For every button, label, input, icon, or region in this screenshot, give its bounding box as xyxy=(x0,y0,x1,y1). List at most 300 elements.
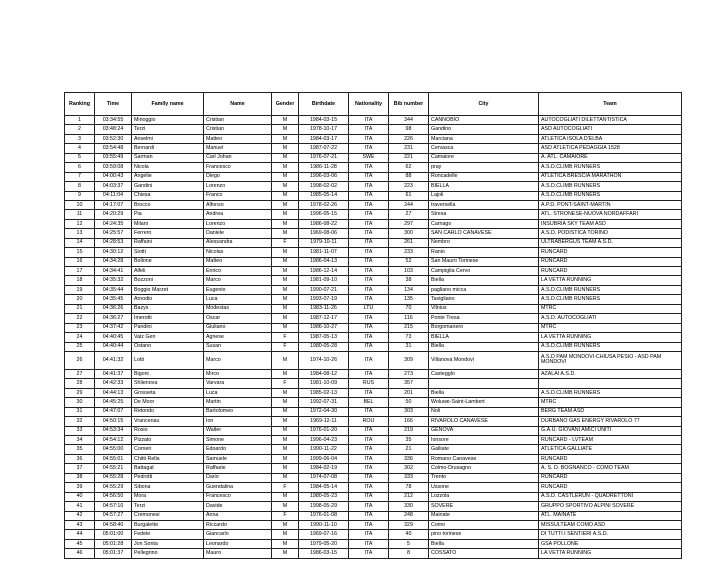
cell-birthdate: 1985-02-13 xyxy=(299,388,349,397)
cell-time: 04:35:45 xyxy=(95,295,132,304)
cell-city: pino torinese xyxy=(429,530,539,539)
cell-family-name: Chiesa xyxy=(132,191,204,200)
table-row xyxy=(65,248,682,257)
table-row xyxy=(65,502,682,511)
cell-bib-number: 303 xyxy=(389,407,429,416)
cell-city: traversella xyxy=(429,200,539,209)
cell-name: Francesco xyxy=(204,163,272,172)
cell-time: 04:58:40 xyxy=(95,520,132,529)
cell-nationality: ITA xyxy=(349,285,389,294)
header-nationality: Nationality xyxy=(349,93,389,116)
cell-gender: M xyxy=(272,436,299,445)
cell-name: Nicolas xyxy=(204,248,272,257)
header-ranking: Ranking xyxy=(65,93,95,116)
cell-team: A.S.D.CLIMB RUNNERS xyxy=(539,182,682,191)
cell-ranking: 40 xyxy=(65,492,95,501)
cell-city: Roncadelle xyxy=(429,172,539,181)
cell-gender: M xyxy=(272,351,299,369)
cell-city: SAN CARLO CANAVESE xyxy=(429,229,539,238)
cell-nationality: ITA xyxy=(349,229,389,238)
cell-team: A.S.D.CLIMB RUNNERS xyxy=(539,342,682,351)
cell-team: A.S.D.CLIMB RUNNERS xyxy=(539,285,682,294)
cell-team: ASD AUTOCOGLIATI xyxy=(539,125,682,134)
cell-team: RUNCARD xyxy=(539,483,682,492)
cell-nationality: ITA xyxy=(349,492,389,501)
cell-city: BIELLA xyxy=(429,333,539,342)
cell-bib-number: 333 xyxy=(389,473,429,482)
cell-nationality: ITA xyxy=(349,210,389,219)
cell-birthdate: 1990-07-21 xyxy=(299,285,349,294)
cell-bib-number: 212 xyxy=(389,492,429,501)
cell-city: Mainate xyxy=(429,511,539,520)
cell-birthdate: 1984-02-19 xyxy=(299,464,349,473)
cell-bib-number: 329 xyxy=(389,520,429,529)
cell-family-name: Grosseta xyxy=(132,388,204,397)
cell-nationality: ITA xyxy=(349,295,389,304)
cell-city: Galliate xyxy=(429,445,539,454)
table-row xyxy=(65,464,682,473)
cell-nationality: ITA xyxy=(349,454,389,463)
cell-ranking: 5 xyxy=(65,153,95,162)
cell-birthdate: 1981-10-09 xyxy=(299,379,349,388)
cell-team: RUNCARD xyxy=(539,267,682,276)
cell-time: 04:40:44 xyxy=(95,342,132,351)
cell-family-name: Sarman xyxy=(132,153,204,162)
cell-name: Davide xyxy=(204,502,272,511)
cell-name: Lorenzo xyxy=(204,182,272,191)
cell-team: ASD ATLETICA PEDAGGIA 1528 xyxy=(539,144,682,153)
cell-time: 04:53:34 xyxy=(95,426,132,435)
cell-city: San Mauro Torinese xyxy=(429,257,539,266)
cell-team: AZALAI A.S.D. xyxy=(539,369,682,378)
cell-bib-number: 309 xyxy=(389,351,429,369)
cell-city: Noli xyxy=(429,407,539,416)
cell-gender: M xyxy=(272,314,299,323)
cell-bib-number: 103 xyxy=(389,267,429,276)
cell-name: Luca xyxy=(204,295,272,304)
cell-name: Ion xyxy=(204,417,272,426)
cell-city: Castegglo xyxy=(429,369,539,378)
cell-name: Bartolomeo xyxy=(204,407,272,416)
cell-name: Lorenzo xyxy=(204,219,272,228)
cell-ranking: 20 xyxy=(65,295,95,304)
cell-nationality: ITA xyxy=(349,530,389,539)
cell-time: 04:25:57 xyxy=(95,229,132,238)
cell-time: 04:42:33 xyxy=(95,379,132,388)
cell-family-name: Pedrotti xyxy=(132,473,204,482)
cell-team: MISSULTEAM COMO ASD xyxy=(539,520,682,529)
header-bib-number: Bib number xyxy=(389,93,429,116)
cell-nationality: ITA xyxy=(349,125,389,134)
cell-gender: F xyxy=(272,342,299,351)
cell-ranking: 32 xyxy=(65,417,95,426)
cell-name: Dario xyxy=(204,473,272,482)
cell-bib-number: 50 xyxy=(389,398,429,407)
table-row xyxy=(65,483,682,492)
cell-team: ATL. STRONESE-NUOVA NORDAFFARI xyxy=(539,210,682,219)
cell-team: RUNCARD xyxy=(539,473,682,482)
cell-name: Riccardo xyxy=(204,520,272,529)
cell-family-name: Pandini xyxy=(132,323,204,332)
cell-time: 04:17:07 xyxy=(95,200,132,209)
cell-gender: M xyxy=(272,464,299,473)
cell-time: 04:36:26 xyxy=(95,304,132,313)
cell-birthdate: 1998-02-02 xyxy=(299,182,349,191)
cell-city: Biella xyxy=(429,388,539,397)
cell-ranking: 43 xyxy=(65,520,95,529)
cell-team: A.S.D. PODISTICA TORINO xyxy=(539,229,682,238)
cell-name: Luca xyxy=(204,388,272,397)
cell-name: Enrico xyxy=(204,267,272,276)
cell-gender: M xyxy=(272,295,299,304)
cell-ranking: 39 xyxy=(65,483,95,492)
cell-city: Campiglia Cervo xyxy=(429,267,539,276)
cell-ranking: 13 xyxy=(65,229,95,238)
table-row xyxy=(65,295,682,304)
cell-bib-number: 336 xyxy=(389,454,429,463)
cell-team: A.S.D PAM MONDOVI-CHIUSA PESIO - ASD PAM MONDOVI xyxy=(539,351,682,369)
cell-time: 04:34:28 xyxy=(95,257,132,266)
cell-gender: M xyxy=(272,426,299,435)
cell-nationality: ITA xyxy=(349,351,389,369)
table-row xyxy=(65,163,682,172)
cell-bib-number: 38 xyxy=(389,276,429,285)
cell-gender: M xyxy=(272,116,299,125)
cell-time: 03:55:49 xyxy=(95,153,132,162)
cell-team: A.S.D. AUTOCOGLIATI xyxy=(539,314,682,323)
cell-city: Como xyxy=(429,520,539,529)
cell-time: 04:03:37 xyxy=(95,182,132,191)
cell-team: MTRC xyxy=(539,304,682,313)
cell-family-name: Gandini xyxy=(132,182,204,191)
cell-gender: M xyxy=(272,144,299,153)
cell-bib-number: 231 xyxy=(389,144,429,153)
cell-team: A.P.D. PONT-SAINT-MARTIN xyxy=(539,200,682,209)
cell-team: LA VETTA RUNNING xyxy=(539,549,682,558)
cell-family-name: Bazys xyxy=(132,304,204,313)
cell-time: 04:11:04 xyxy=(95,191,132,200)
cell-nationality: ITA xyxy=(349,144,389,153)
table-row xyxy=(65,549,682,558)
cell-gender: M xyxy=(272,502,299,511)
cell-nationality: ITA xyxy=(349,172,389,181)
cell-time: 03:52:30 xyxy=(95,134,132,143)
cell-family-name: Bernardi xyxy=(132,144,204,153)
cell-city: Colmo-Drusagno xyxy=(429,464,539,473)
cell-team: A.S.D.CLIMB RUNNERS xyxy=(539,191,682,200)
cell-time: 04:44:13 xyxy=(95,388,132,397)
cell-city: Ionsore xyxy=(429,436,539,445)
table-row xyxy=(65,257,682,266)
cell-family-name: Angelie xyxy=(132,172,204,181)
table-row xyxy=(65,539,682,548)
cell-time: 04:41:32 xyxy=(95,351,132,369)
cell-gender: M xyxy=(272,530,299,539)
cell-nationality: ITA xyxy=(349,323,389,332)
cell-nationality: ITA xyxy=(349,248,389,257)
cell-nationality: ITA xyxy=(349,219,389,228)
results-sheet xyxy=(64,92,682,559)
cell-name: Francesco xyxy=(204,492,272,501)
cell-time: 03:59:08 xyxy=(95,163,132,172)
cell-city: SOVERE xyxy=(429,502,539,511)
cell-birthdate: 1976-01-08 xyxy=(299,511,349,520)
cell-nationality: ITA xyxy=(349,426,389,435)
cell-nationality: ITA xyxy=(349,276,389,285)
cell-family-name: Raffaini xyxy=(132,238,204,247)
cell-family-name: Siotti xyxy=(132,248,204,257)
table-row xyxy=(65,369,682,378)
cell-nationality: ROU xyxy=(349,417,389,426)
cell-city: pagliano micca xyxy=(429,285,539,294)
cell-bib-number: 21 xyxy=(389,445,429,454)
cell-birthdate: 1986-12-14 xyxy=(299,267,349,276)
cell-city xyxy=(429,379,539,388)
cell-nationality: ITA xyxy=(349,549,389,558)
cell-ranking: 18 xyxy=(65,276,95,285)
cell-family-name: Pellegrino xyxy=(132,549,204,558)
header-time: Time xyxy=(95,93,132,116)
cell-city: Villanova Mondovi xyxy=(429,351,539,369)
cell-team: BERG TEAM ASD xyxy=(539,407,682,416)
cell-team: LA VETTA RUNNING xyxy=(539,333,682,342)
cell-ranking: 19 xyxy=(65,285,95,294)
cell-time: 04:55:01 xyxy=(95,454,132,463)
cell-family-name: Terzi xyxy=(132,125,204,134)
table-row xyxy=(65,511,682,520)
cell-birthdate: 1990-11-10 xyxy=(299,520,349,529)
cell-name: Marco xyxy=(204,351,272,369)
cell-birthdate: 1996-03-06 xyxy=(299,172,349,181)
header-team: Team xyxy=(539,93,682,116)
cell-name: Agnese xyxy=(204,333,272,342)
cell-time: 04:55:29 xyxy=(95,483,132,492)
cell-family-name: Shlienova xyxy=(132,379,204,388)
cell-bib-number: 300 xyxy=(389,229,429,238)
cell-ranking: 27 xyxy=(65,369,95,378)
cell-time: 03:48:24 xyxy=(95,125,132,134)
cell-family-name: Rosio xyxy=(132,426,204,435)
cell-ranking: 16 xyxy=(65,257,95,266)
cell-birthdate: 1979-05-20 xyxy=(299,539,349,548)
cell-time: 04:55:28 xyxy=(95,473,132,482)
cell-ranking: 37 xyxy=(65,464,95,473)
cell-name: Daniele xyxy=(204,229,272,238)
cell-ranking: 30 xyxy=(65,398,95,407)
table-row xyxy=(65,267,682,276)
cell-family-name: Bollone xyxy=(132,257,204,266)
cell-city: Biella xyxy=(429,276,539,285)
cell-gender: F xyxy=(272,379,299,388)
cell-gender: M xyxy=(272,388,299,397)
cell-ranking: 7 xyxy=(65,172,95,181)
cell-name: Cristian xyxy=(204,116,272,125)
header-birthdate: Birthdate xyxy=(299,93,349,116)
cell-time: 04:35:32 xyxy=(95,276,132,285)
cell-birthdate: 1987-12-17 xyxy=(299,314,349,323)
cell-bib-number: 27 xyxy=(389,210,429,219)
cell-time: 04:54:12 xyxy=(95,436,132,445)
cell-family-name: Sibona xyxy=(132,483,204,492)
cell-nationality: ITA xyxy=(349,388,389,397)
table-row xyxy=(65,144,682,153)
cell-birthdate: 1987-05-13 xyxy=(299,333,349,342)
cell-family-name: Brocco xyxy=(132,200,204,209)
cell-ranking: 28 xyxy=(65,379,95,388)
cell-bib-number: 219 xyxy=(389,426,429,435)
cell-birthdate: 1987-07-22 xyxy=(299,144,349,153)
table-row xyxy=(65,426,682,435)
cell-city: Vilnius xyxy=(429,304,539,313)
header-city: City xyxy=(429,93,539,116)
cell-gender: M xyxy=(272,369,299,378)
cell-team: DI TUTTI I SENTIERI A.S.D. xyxy=(539,530,682,539)
cell-bib-number: 302 xyxy=(389,464,429,473)
table-row xyxy=(65,134,682,143)
cell-city: Stresa xyxy=(429,210,539,219)
cell-time: 04:55:21 xyxy=(95,464,132,473)
header-name: Name xyxy=(204,93,272,116)
cell-team xyxy=(539,379,682,388)
cell-ranking: 34 xyxy=(65,436,95,445)
cell-family-name: Bigoni xyxy=(132,369,204,378)
cell-ranking: 46 xyxy=(65,549,95,558)
cell-team: G.A.U. GIOVANI AMICI UNITI xyxy=(539,426,682,435)
cell-birthdate: 1980-05-23 xyxy=(299,492,349,501)
cell-ranking: 17 xyxy=(65,267,95,276)
cell-city: Camaiore xyxy=(429,153,539,162)
cell-ranking: 9 xyxy=(65,191,95,200)
cell-time: 04:50:15 xyxy=(95,417,132,426)
cell-team: RUNCARD xyxy=(539,257,682,266)
cell-name: Varvara xyxy=(204,379,272,388)
cell-birthdate: 1986-11-28 xyxy=(299,163,349,172)
cell-nationality: ITA xyxy=(349,445,389,454)
cell-time: 04:24:35 xyxy=(95,219,132,228)
cell-birthdate: 1986-03-15 xyxy=(299,549,349,558)
cell-family-name: Ferrero xyxy=(132,229,204,238)
cell-name: Franco xyxy=(204,191,272,200)
cell-family-name: Alfeli xyxy=(132,267,204,276)
cell-team: GSA POLLONE xyxy=(539,539,682,548)
table-row xyxy=(65,492,682,501)
cell-birthdate: 1999-06-04 xyxy=(299,454,349,463)
cell-ranking: 41 xyxy=(65,502,95,511)
cell-city: Borgomanero xyxy=(429,323,539,332)
cell-name: Leonardo xyxy=(204,539,272,548)
cell-gender: M xyxy=(272,285,299,294)
cell-bib-number: 357 xyxy=(389,379,429,388)
cell-team: LA VETTA RUNNING xyxy=(539,276,682,285)
cell-name: Walter xyxy=(204,426,272,435)
cell-city: GENOVA xyxy=(429,426,539,435)
cell-gender: M xyxy=(272,323,299,332)
cell-bib-number: 35 xyxy=(389,436,429,445)
cell-name: Guendalina xyxy=(204,483,272,492)
cell-city: Trento xyxy=(429,473,539,482)
cell-family-name: Nicola xyxy=(132,163,204,172)
cell-birthdate: 1981-11-07 xyxy=(299,248,349,257)
cell-ranking: 31 xyxy=(65,407,95,416)
cell-bib-number: 273 xyxy=(389,369,429,378)
cell-nationality: ITA xyxy=(349,520,389,529)
cell-bib-number: 70 xyxy=(389,304,429,313)
table-row xyxy=(65,351,682,369)
cell-name: Marco xyxy=(204,276,272,285)
cell-ranking: 42 xyxy=(65,511,95,520)
cell-team: ATLETICA GALLIATE xyxy=(539,445,682,454)
cell-time: 03:34:55 xyxy=(95,116,132,125)
cell-nationality: ITA xyxy=(349,511,389,520)
cell-city: BIELLA xyxy=(429,182,539,191)
cell-ranking: 21 xyxy=(65,304,95,313)
table-row xyxy=(65,323,682,332)
cell-bib-number: 215 xyxy=(389,323,429,332)
cell-time: 05:01:28 xyxy=(95,539,132,548)
cell-team: RUNCARD xyxy=(539,248,682,257)
cell-team: RUNCARD xyxy=(539,454,682,463)
cell-ranking: 10 xyxy=(65,200,95,209)
cell-bib-number: 226 xyxy=(389,134,429,143)
cell-gender: M xyxy=(272,182,299,191)
cell-family-name: Fedele xyxy=(132,530,204,539)
cell-ranking: 11 xyxy=(65,210,95,219)
cell-family-name: Arnodio xyxy=(132,295,204,304)
cell-time: 04:36:27 xyxy=(95,314,132,323)
cell-ranking: 38 xyxy=(65,473,95,482)
cell-family-name: Milani xyxy=(132,219,204,228)
cell-nationality: ITA xyxy=(349,407,389,416)
cell-ranking: 3 xyxy=(65,134,95,143)
cell-ranking: 23 xyxy=(65,323,95,332)
cell-family-name: Valz Gen xyxy=(132,333,204,342)
cell-ranking: 1 xyxy=(65,116,95,125)
cell-bib-number: 78 xyxy=(389,483,429,492)
cell-family-name: Minoggio xyxy=(132,116,204,125)
cell-bib-number: 344 xyxy=(389,116,429,125)
cell-birthdate: 1990-11-22 xyxy=(299,445,349,454)
cell-city: Nembro xyxy=(429,238,539,247)
cell-nationality: ITA xyxy=(349,163,389,172)
cell-name: Manuel xyxy=(204,144,272,153)
cell-name: Matteo xyxy=(204,134,272,143)
cell-city: Marciana xyxy=(429,134,539,143)
cell-nationality: ITA xyxy=(349,539,389,548)
cell-bib-number: 40 xyxy=(389,530,429,539)
cell-birthdate: 1986-04-13 xyxy=(299,257,349,266)
cell-birthdate: 1992-07-31 xyxy=(299,398,349,407)
cell-bib-number: 116 xyxy=(389,314,429,323)
cell-bib-number: 62 xyxy=(389,163,429,172)
cell-gender: M xyxy=(272,257,299,266)
cell-birthdate: 1969-07-16 xyxy=(299,530,349,539)
cell-name: Modestas xyxy=(204,304,272,313)
table-row xyxy=(65,407,682,416)
cell-gender: M xyxy=(272,520,299,529)
cell-birthdate: 1974-10-26 xyxy=(299,351,349,369)
cell-family-name: Jon Sonta xyxy=(132,539,204,548)
cell-gender: M xyxy=(272,549,299,558)
table-row xyxy=(65,153,682,162)
cell-team: RUNCARD - LVTEAM xyxy=(539,436,682,445)
cell-team: AUTOCOGLIATI DILETTANTISTICA xyxy=(539,116,682,125)
table-row xyxy=(65,342,682,351)
table-row xyxy=(65,436,682,445)
cell-time: 05:01:37 xyxy=(95,549,132,558)
cell-nationality: ITA xyxy=(349,238,389,247)
cell-name: Cristian xyxy=(204,125,272,134)
cell-birthdate: 1976-07-21 xyxy=(299,153,349,162)
